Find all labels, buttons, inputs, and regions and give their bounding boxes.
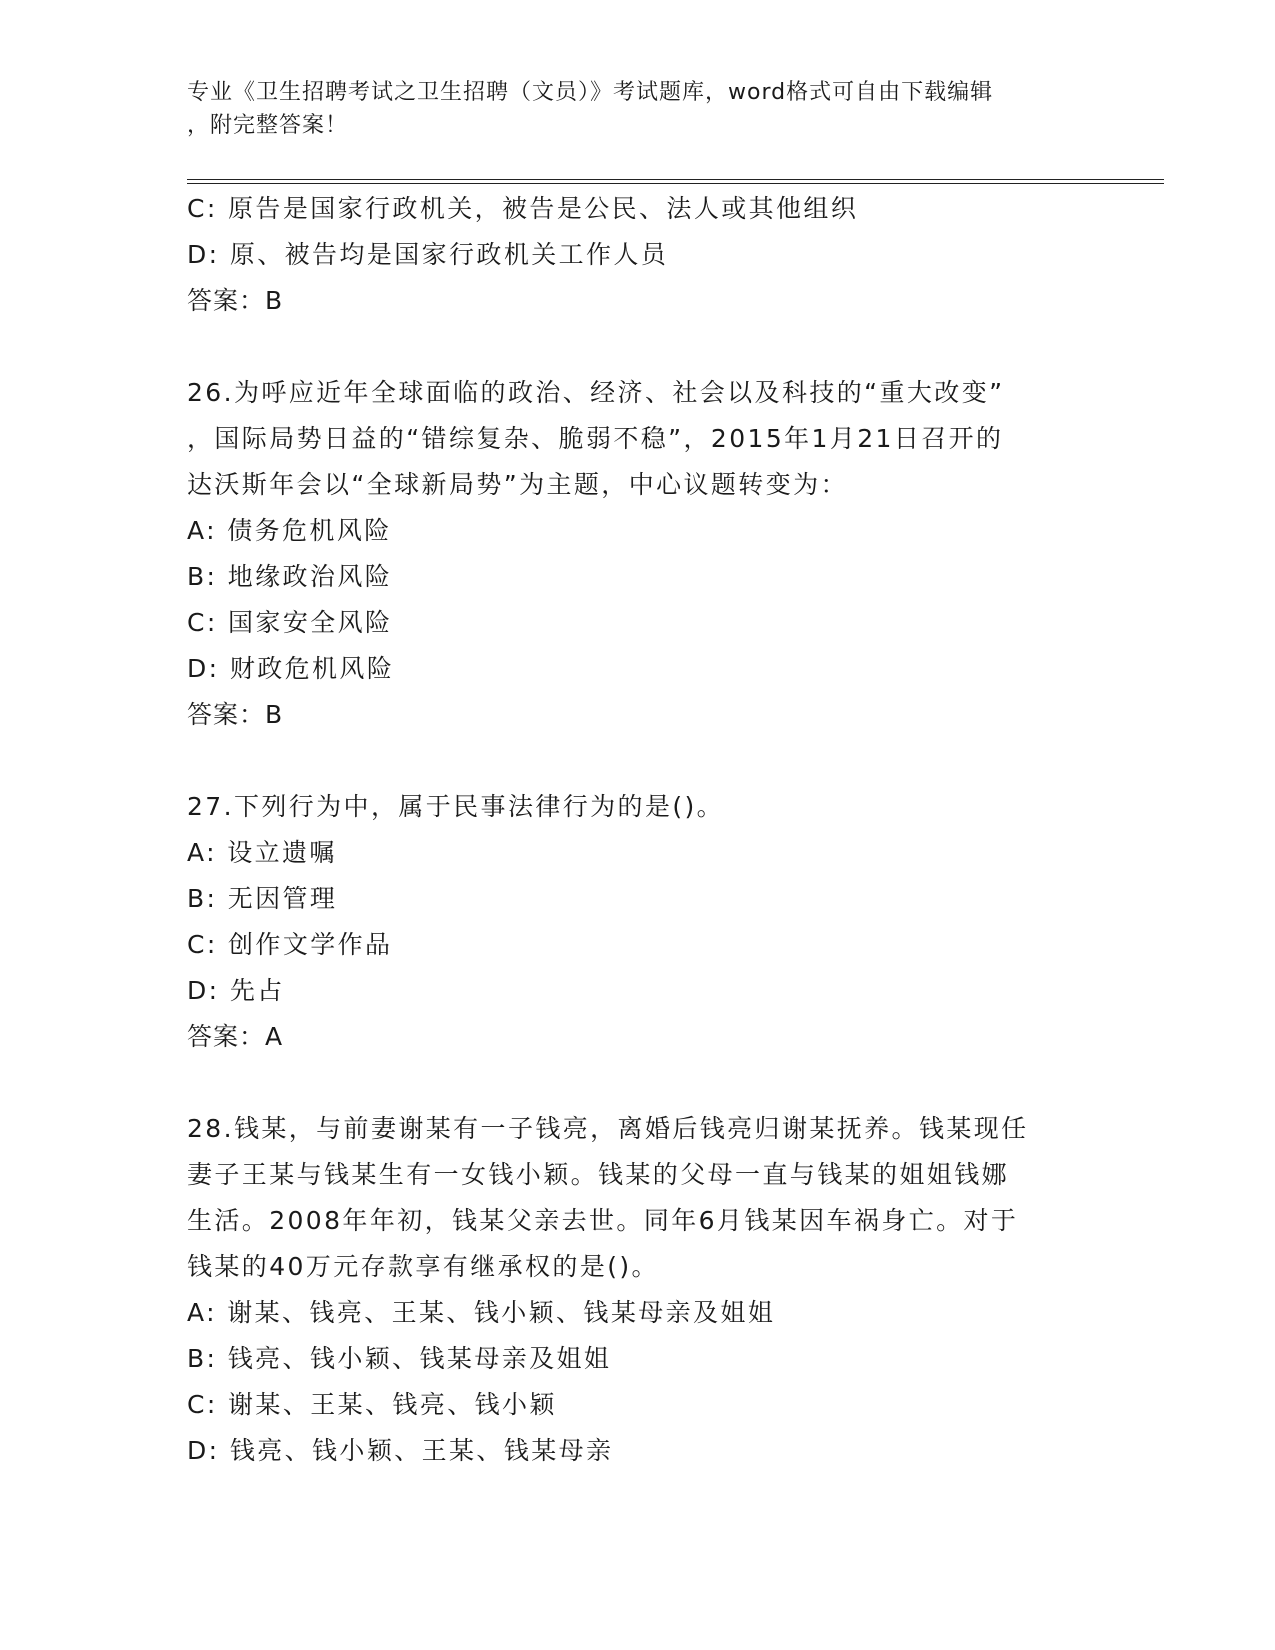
spacer	[187, 1060, 1087, 1106]
answer-line: 答案：B	[187, 700, 284, 729]
option-d: D: 先占	[187, 976, 285, 1005]
option-d: D: 原、被告均是国家行政机关工作人员	[187, 240, 669, 269]
question-26	[187, 370, 1087, 738]
option-d: D: 财政危机风险	[187, 654, 395, 683]
question-text-line: 27.下列行为中，属于民事法律行为的是()。	[187, 792, 725, 821]
answer-line: 答案：A	[187, 1022, 284, 1051]
question-28	[187, 1106, 1087, 1474]
option-c: C: 创作文学作品	[187, 930, 393, 959]
answer-line: 答案：B	[187, 286, 284, 315]
question-text-line: 钱某的40万元存款享有继承权的是()。	[187, 1252, 659, 1281]
option-b: B: 地缘政治风险	[187, 562, 393, 591]
document-header	[187, 76, 1087, 142]
option-a: A: 设立遗嘱	[187, 838, 337, 867]
question-text-line: 26.为呼应近年全球面临的政治、经济、社会以及科技的“重大改变”	[187, 378, 1005, 407]
option-c: C: 原告是国家行政机关，被告是公民、法人或其他组织	[187, 194, 859, 223]
question-27	[187, 784, 1087, 1060]
option-c: C: 国家安全风险	[187, 608, 393, 637]
option-d: D: 钱亮、钱小颖、王某、钱某母亲	[187, 1436, 614, 1465]
option-c: C: 谢某、王某、钱亮、钱小颖	[187, 1390, 557, 1419]
header-line-1: 专业《卫生招聘考试之卫生招聘（文员）》考试题库，word格式可自由下载编辑	[187, 80, 994, 105]
option-b: B: 钱亮、钱小颖、钱某母亲及姐姐	[187, 1344, 612, 1373]
question-25	[187, 186, 1087, 324]
option-b: B: 无因管理	[187, 884, 338, 913]
spacer	[187, 738, 1087, 784]
header-divider	[187, 179, 1164, 184]
question-text-line: 28.钱某，与前妻谢某有一子钱亮，离婚后钱亮归谢某抚养。钱某现任	[187, 1114, 1029, 1143]
header-line-2: ，附完整答案！	[187, 113, 349, 138]
question-list	[187, 186, 1087, 1474]
question-text-line: ，国际局势日益的“错综复杂、脆弱不稳”，2015年1月21日召开的	[187, 424, 1004, 453]
question-text-line: 生活。2008年年初，钱某父亲去世。同年6月钱某因车祸身亡。对于	[187, 1206, 1019, 1235]
question-text-line: 妻子王某与钱某生有一女钱小颖。钱某的父母一直与钱某的姐姐钱娜	[187, 1160, 1010, 1189]
option-a: A: 谢某、钱亮、王某、钱小颖、钱某母亲及姐姐	[187, 1298, 776, 1327]
question-text-line: 达沃斯年会以“全球新局势”为主题，中心议题转变为：	[187, 470, 848, 499]
spacer	[187, 324, 1087, 370]
option-a: A: 债务危机风险	[187, 516, 392, 545]
